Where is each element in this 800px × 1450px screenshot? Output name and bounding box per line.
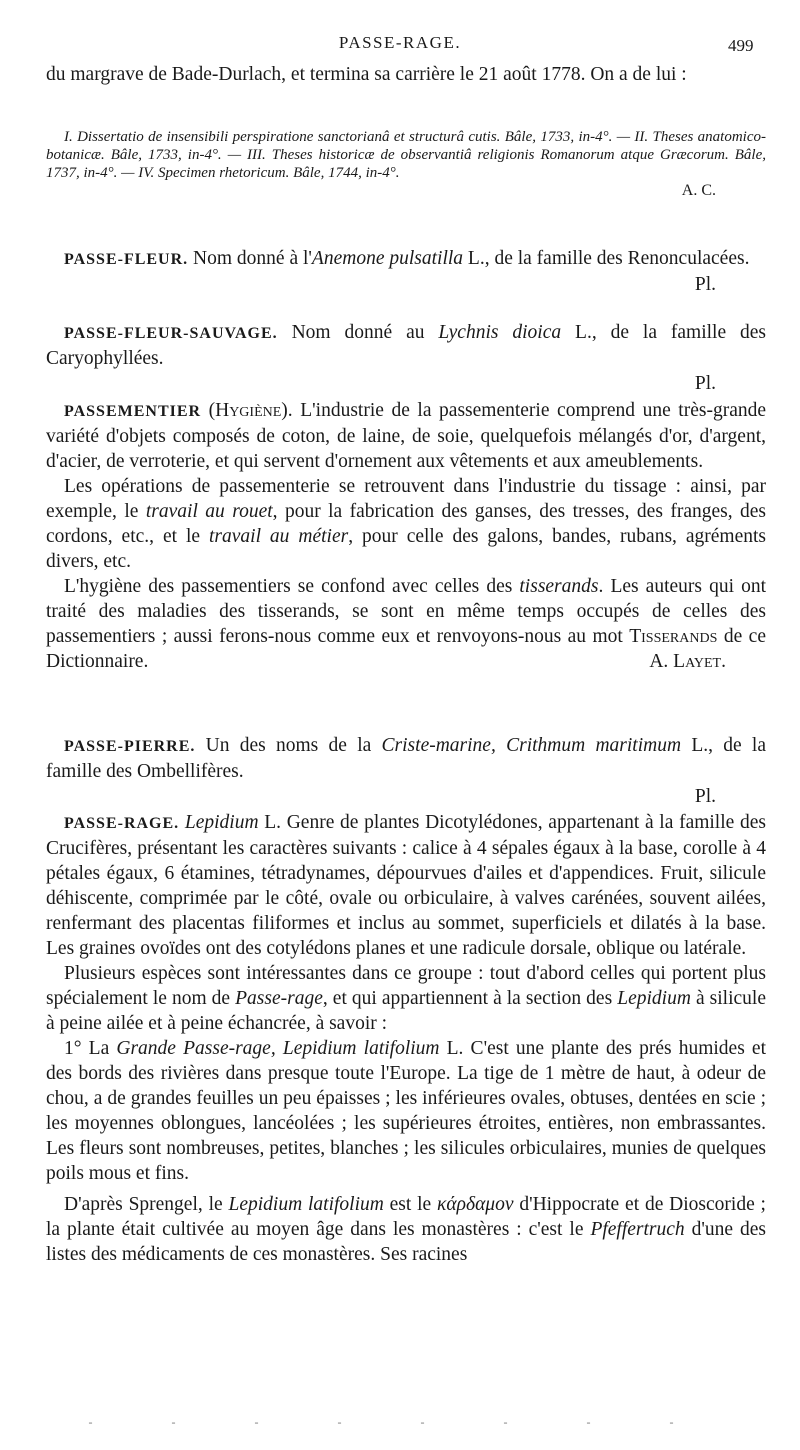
italic-term: travail au métier (209, 526, 349, 547)
body-text: L'industrie de la passementerie comprend une très-grande variété d'objets composés de coton, de laine, de soie, quelquefois mélangés d'or, d'argent, d'acier, de verroterie, et qui servent d'ornement aux vêtements et aux ameublements. (46, 400, 767, 472)
body-text: D'après Sprengel, le (64, 1194, 229, 1215)
body-text: Un des noms de la (205, 735, 382, 756)
entry-headword: PASSE-PIERRE. (64, 738, 196, 755)
entry-passe-fleur-sauvage (46, 320, 766, 396)
entry-passe-fleur-text (46, 246, 766, 272)
passementier-p1 (46, 398, 766, 474)
body-text: , et qui appartiennent à la section des (322, 988, 618, 1009)
italic-term: Lepidium (617, 988, 691, 1009)
passementier-p3 (46, 574, 766, 674)
species-name: Criste-marine, Crithmum maritimum (381, 735, 682, 756)
body-text: L. Genre de plantes Dicotylédones, appartenant à la famille des Crucifères, présentant les caractères suivants : calice à 4 sépales égaux à la base, corolle à 4 pétales égaux, 6 étamines, tétradynames, dépourvues d'ailes et d'appendices. Fruit, silicule déhiscente, comprimée par le côté, ovale ou orbiculaire, à valves carénées, souvent ailées, renfermant des placentas filiformes et inclus au sommet, superficiels et dilatés à la base. Les graines ovoïdes ont des cotylédons planes et une radicule dorsale, oblique ou latérale. (46, 812, 766, 959)
body-text: à silicule à peine ailée et à peine échancrée, à savoir : (46, 988, 766, 1034)
entry-qualifier: (Hygiène). (208, 400, 293, 421)
entry-passe-fleur (46, 246, 766, 297)
body-text: d'Hippocrate et de Dioscoride ; la plante était cultivée au moyen âge dans les monastères : c'est le (46, 1194, 766, 1240)
body-text: d'une des listes des médicaments de ces monastères. Ses racines (46, 1219, 766, 1265)
body-text: , pour la fabrication des ganses, des tresses, des franges, des cordons, etc., et le (46, 501, 767, 547)
entry-headword: PASSEMENTIER (64, 403, 202, 420)
entry-passementier (46, 398, 766, 674)
passementier-p2 (46, 474, 766, 574)
species-name: Anemone pulsatilla (311, 248, 464, 269)
entry-signature: Pl. (694, 373, 716, 394)
body-text: L., de la famille des Ombellifères. (46, 735, 766, 782)
body-text: , pour celle des galons, bandes, rubans, agréments divers, etc. (46, 526, 766, 572)
passe-rage-p3 (46, 1036, 766, 1186)
entry-signature: A. Layet. (649, 651, 726, 672)
intro-section (46, 62, 766, 87)
running-header-title: PASSE-RAGE. (338, 33, 462, 52)
italic-term: Pfeffertruch (590, 1219, 685, 1240)
entry-headword: PASSE-RAGE. (64, 815, 180, 832)
italic-term: Passe-rage (235, 988, 323, 1009)
footer-scan-marks: - - - - - - - - (88, 1415, 712, 1429)
entry-signature: Pl. (694, 274, 716, 295)
genus-name: Lepidium (184, 812, 259, 833)
entry-passe-fleur-sauvage-text (46, 320, 766, 371)
species-name: Lychnis dioica (438, 322, 562, 343)
body-text: L., de la famille des Caryophyllées. (46, 322, 767, 369)
body-text: L'hygiène des passementiers se confond avec celles des (64, 576, 520, 597)
greek-term: κάρδαμον (437, 1194, 514, 1215)
italic-term: tisserands (519, 576, 599, 597)
passe-rage-p4 (46, 1192, 766, 1267)
body-text: est le (383, 1194, 438, 1215)
body-text: Nom donné au (291, 322, 439, 343)
body-text: de ce Dictionnaire. (46, 626, 766, 672)
page-number: 499 (728, 36, 754, 55)
works-list (46, 128, 766, 200)
passe-rage-p2 (46, 961, 766, 1036)
body-text: . Les auteurs qui ont traité des maladies des tisserands, se sont en même temps occupés de celles des passementiers ; aussi ferons-nous comme eux et renvoyons-nous au mot (46, 576, 766, 647)
entry-passe-pierre-text (46, 733, 766, 784)
cross-reference: Tisserands (629, 626, 718, 647)
entry-signature: Pl. (694, 786, 716, 807)
entry-headword: PASSE-FLEUR. (64, 251, 189, 268)
species-name: Lepidium latifolium (228, 1194, 384, 1215)
entry-passe-rage (46, 810, 766, 1267)
body-text: Plusieurs espèces sont intéressantes dans ce groupe : tout d'abord celles qui portent plus spécialement le nom de (46, 963, 766, 1009)
entry-headword: PASSE-FLEUR-SAUVAGE. (64, 325, 278, 342)
passe-rage-p1 (46, 810, 766, 961)
body-text: L. C'est une plante des prés humides et des bords des rivières dans presque toute l'Europe. La tige de 1 mètre de haut, à odeur de chou, a de grandes feuilles un peu épaisses ; les inférieures ovales, obtuses, dentées en scie ; les moyennes oblongues, lancéolées ; les supérieures étroites, entières, non embrassantes. Les fleurs sont nombreuses, petites, blanches ; les silicules orbiculaires, munies de quelques poils mous et fins. (46, 1038, 766, 1184)
entry-passe-pierre (46, 733, 766, 809)
body-text: 1° La (64, 1038, 117, 1059)
body-text: L., de la famille des Renonculacées. (463, 248, 750, 269)
body-text: Les opérations de passementerie se retrouvent dans l'industrie du tissage : ainsi, par exemple, le (46, 476, 766, 522)
italic-term: travail au rouet (145, 501, 273, 522)
intro-signature: A. C. (681, 182, 716, 199)
works-text: I. Dissertatio de insensibili perspiratione sanctorianâ et structurâ cutis. Bâle, 1733, in-4°. — II. Theses anatomico-botanicæ. Bâle, 1733, in-4°. — III. Theses historicæ de observantiâ religionis Romanorum atque Græcorum. Bâle, 1737, in-4°. — IV. Specimen rhetoricum. Bâle, 1744, in-4°. (46, 129, 766, 181)
species-name: Grande Passe-rage, Lepidium latifolium (116, 1038, 440, 1059)
intro-line: du margrave de Bade-Durlach, et termina sa carrière le 21 août 1778. On a de lui : (46, 64, 687, 85)
body-text: Nom donné à l' (193, 248, 312, 269)
